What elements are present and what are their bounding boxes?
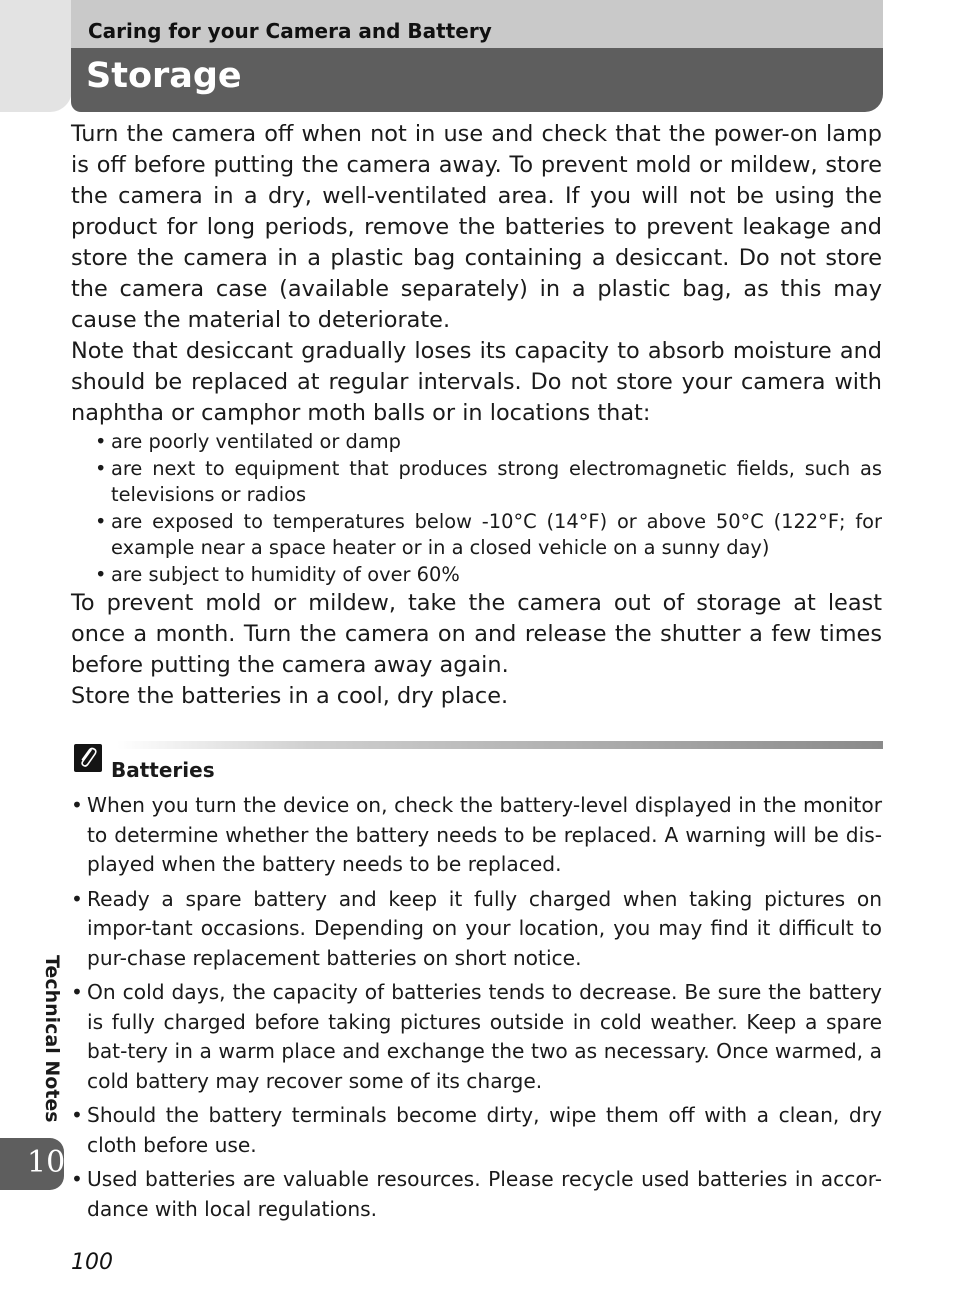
list-item: • are subject to humidity of over 60% — [71, 562, 882, 589]
note-divider — [117, 741, 883, 749]
title-banner — [71, 48, 883, 112]
note-title: Batteries — [111, 758, 215, 782]
list-item: • When you turn the device on, check the battery-level displayed in the monitor to determine whether the battery needs to be replaced. A warning will be dis-played when the battery needs to be replaced. — [71, 791, 882, 880]
battery-notes-list — [71, 791, 882, 1229]
page-number: 100 — [71, 1250, 113, 1275]
chapter-tab — [0, 1138, 64, 1190]
page-header — [71, 0, 883, 112]
section-side-label — [36, 955, 64, 1127]
storage-conditions-list — [71, 429, 882, 588]
section-title: Caring for your Camera and Battery — [88, 19, 492, 43]
paragraph-storage-intro: Turn the camera off when not in use and check that the power-on lamp is off before putting the camera away. To prevent mold or mildew, store the camera in a dry, well-ventilated area. If you will not be using the product for long periods, remove the batteries to prevent leakage and store the camera in a plastic bag containing a desiccant. Do not store the camera case (available separately) in a plastic bag, as this may cause the material to deteriorate. — [71, 121, 882, 333]
list-item: • Used batteries are valuable resources. Please recycle used batteries in accor-dance with local regulations. — [71, 1165, 882, 1224]
corner-tab — [0, 0, 72, 112]
paperclip-icon — [74, 744, 102, 772]
section-banner — [71, 0, 883, 48]
page-title: Storage — [86, 56, 242, 96]
list-item: • are next to equipment that produces strong electromagnetic fields, such as televisions or radios — [71, 456, 882, 509]
list-item: • Should the battery terminals become dirty, wipe them off with a clean, dry cloth before use. — [71, 1101, 882, 1160]
body-text — [71, 119, 882, 712]
paragraph-mold: To prevent mold or mildew, take the camera out of storage at least once a month. Turn the camera on and release the shutter a few times before putting the camera away again. — [71, 590, 882, 678]
list-item: • are exposed to temperatures below -10°C (14°F) or above 50°C (122°F; for example near a space heater or in a closed vehicle on a sunny day) — [71, 509, 882, 562]
list-item: • Ready a spare battery and keep it fully charged when taking pictures on impor-tant occasions. Depending on your location, you may find it difficult to pur-chase replacement batteries on short notice. — [71, 885, 882, 974]
side-label-text: Technical Notes — [41, 955, 63, 1123]
list-item: • are poorly ventilated or damp — [71, 429, 882, 456]
chapter-number: 10 — [27, 1145, 66, 1180]
list-item: • On cold days, the capacity of batteries tends to decrease. Be sure the battery is fully charged before taking pictures outside in cold weather. Keep a spare bat-tery in a warm place and exchange the two as necessary. Once warmed, a cold battery may recover some of its charge. — [71, 978, 882, 1096]
paragraph-desiccant: Note that desiccant gradually loses its capacity to absorb moisture and should be replaced at regular intervals. Do not store your camera with naphtha or camphor moth balls or in locations that: — [71, 338, 882, 426]
paragraph-battery-storage: Store the batteries in a cool, dry place. — [71, 683, 509, 709]
